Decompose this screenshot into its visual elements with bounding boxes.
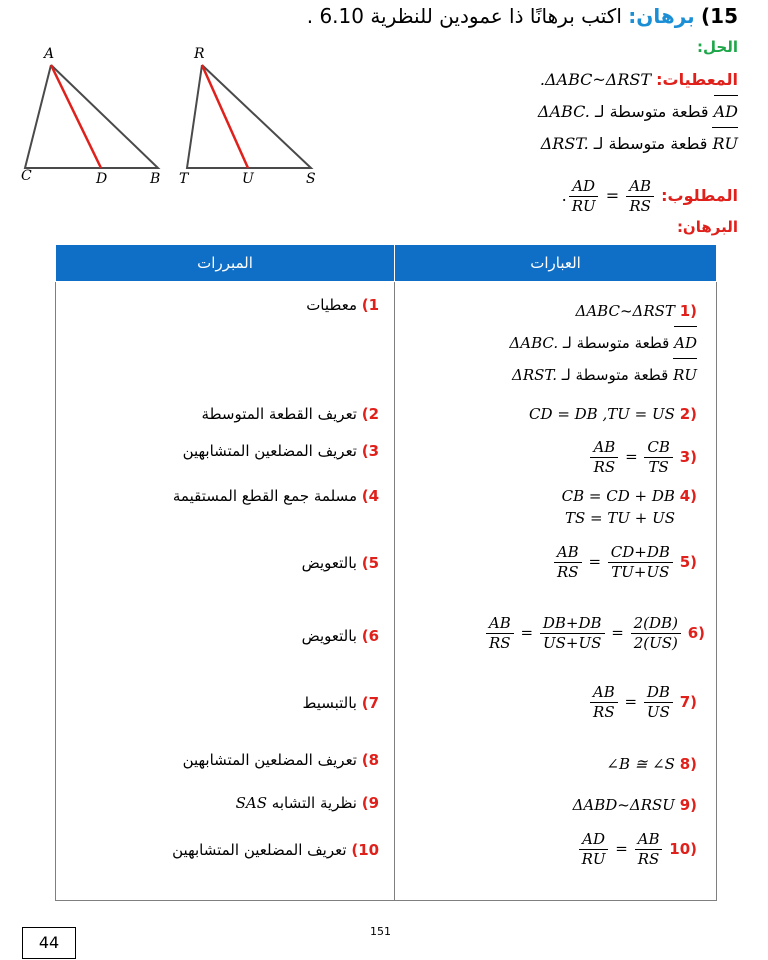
fraction bbox=[540, 615, 605, 652]
frac-den: RU bbox=[581, 850, 606, 868]
reason-cell bbox=[56, 438, 395, 483]
reason-text: بالتعويض bbox=[301, 554, 357, 572]
reason-number: 7) bbox=[361, 694, 380, 712]
solution-label: الحل: bbox=[697, 38, 738, 56]
reason-cell bbox=[56, 829, 395, 901]
reason-cell bbox=[56, 282, 395, 402]
statement-cell bbox=[395, 680, 717, 747]
statement-text: TS = TU + US bbox=[564, 509, 675, 527]
statement-cell bbox=[395, 747, 717, 788]
median-ad bbox=[51, 65, 101, 168]
fraction bbox=[554, 544, 582, 581]
reason-cell bbox=[56, 538, 395, 611]
reasons-header: المبررات bbox=[56, 245, 395, 282]
statement-text: CD = DB ,TU = US bbox=[529, 405, 675, 423]
exercise-number: 15) bbox=[701, 4, 738, 28]
fraction bbox=[644, 684, 673, 721]
statement-text: قطعة متوسطة لـ bbox=[561, 366, 669, 384]
reason-cell bbox=[56, 611, 395, 680]
vertex-label-a: A bbox=[44, 46, 55, 62]
reason-cell bbox=[56, 747, 395, 788]
given-segment-ad: AD bbox=[714, 95, 738, 127]
fraction bbox=[569, 178, 599, 215]
frac-num: AD bbox=[569, 178, 598, 197]
table-row bbox=[56, 611, 717, 680]
reason-number: 3) bbox=[361, 442, 380, 460]
vertex-label-b: B bbox=[150, 171, 161, 187]
frac-num: AB bbox=[590, 439, 618, 458]
fraction bbox=[626, 178, 654, 215]
vertex-label-r: R bbox=[194, 46, 205, 62]
reason-text: تعريف القطعة المتوسطة bbox=[201, 405, 357, 423]
median-ru bbox=[202, 65, 248, 168]
triangle-rst bbox=[179, 46, 316, 187]
exercise-title: برهان: bbox=[628, 4, 695, 28]
statement-cell bbox=[395, 829, 717, 901]
statement-text: ΔABD~ΔRSU bbox=[572, 796, 675, 814]
frac-den: US bbox=[646, 703, 670, 721]
fraction bbox=[631, 615, 681, 652]
reason-cell bbox=[56, 483, 395, 538]
given-median-text: قطعة متوسطة لـ bbox=[594, 102, 709, 121]
frac-num: AB bbox=[590, 684, 618, 703]
statement-text: قطعة متوسطة لـ bbox=[562, 334, 670, 352]
frac-den: RS bbox=[629, 197, 651, 215]
vertex-label-t: T bbox=[179, 171, 189, 187]
given-triangle-abc: ΔABC. bbox=[537, 102, 590, 121]
table-row bbox=[56, 829, 717, 901]
reason-text: تعريف المضلعين المتشابهين bbox=[182, 442, 357, 460]
statement-number: (3 bbox=[679, 448, 697, 466]
frac-den: TS bbox=[648, 458, 669, 476]
reason-text: بالتبسيط bbox=[302, 694, 357, 712]
equation: $\frac{AB}{RS}$ = $\frac{CD+DB}{TU+US}$ bbox=[552, 544, 675, 581]
equation: $\frac{AD}{RU}$ = $\frac{AB}{RS}$ bbox=[577, 831, 665, 868]
table-row bbox=[56, 483, 717, 538]
frac-num: AD bbox=[579, 831, 608, 850]
fraction bbox=[590, 684, 618, 721]
reason-number: 9) bbox=[361, 794, 380, 812]
required-block bbox=[562, 178, 738, 215]
reason-math: SAS bbox=[235, 794, 268, 812]
table-row bbox=[56, 788, 717, 829]
fraction bbox=[644, 439, 673, 476]
frac-den: RS bbox=[556, 563, 579, 581]
reason-text: مسلمة جمع القطع المستقيمة bbox=[172, 487, 357, 505]
given-triangle-rst: ΔRST. bbox=[540, 134, 589, 153]
reason-number: 5) bbox=[361, 554, 380, 572]
triangles-figure bbox=[18, 40, 338, 190]
frac-num: AB bbox=[635, 831, 663, 850]
page-number-box: 44 bbox=[22, 927, 76, 959]
table-row bbox=[56, 438, 717, 483]
segment-ad: AD bbox=[674, 326, 697, 358]
given-similarity: .ΔABC~ΔRST bbox=[539, 70, 652, 89]
frac-num: AB bbox=[486, 615, 514, 634]
statement-cell bbox=[395, 538, 717, 611]
frac-den: RS bbox=[593, 703, 615, 721]
vertex-label-s: S bbox=[306, 171, 316, 187]
reason-cell bbox=[56, 788, 395, 829]
statement-number: (6 bbox=[687, 624, 705, 642]
fraction bbox=[590, 439, 618, 476]
reason-text: تعريف المضلعين المتشابهين bbox=[172, 841, 347, 859]
statements-header: العبارات bbox=[395, 245, 717, 282]
exercise-text: اكتب برهانًا ذا عمودين للنظرية 6.10 . bbox=[306, 4, 622, 28]
segment-ru: RU bbox=[673, 358, 697, 390]
statement-text: CB = CD + DB bbox=[561, 487, 675, 505]
table-row bbox=[56, 680, 717, 747]
required-dot: . bbox=[561, 186, 567, 205]
table-row bbox=[56, 282, 717, 402]
frac-num: DB+DB bbox=[540, 615, 605, 634]
frac-num: CD+DB bbox=[608, 544, 673, 563]
reason-cell bbox=[56, 401, 395, 438]
reason-text: تعريف المضلعين المتشابهين bbox=[182, 751, 357, 769]
vertex-label-c: C bbox=[21, 168, 32, 184]
proof-table bbox=[55, 244, 717, 901]
frac-den: 2(US) bbox=[633, 634, 678, 652]
page-number-center: 151 bbox=[370, 925, 391, 938]
table-row bbox=[56, 538, 717, 611]
frac-den: RS bbox=[489, 634, 511, 652]
fraction bbox=[486, 615, 514, 652]
reason-text: معطيات bbox=[306, 296, 357, 314]
statement-text: ΔABC. bbox=[509, 334, 559, 352]
statement-text: ΔRST. bbox=[512, 366, 558, 384]
triangle-abc bbox=[21, 46, 160, 187]
reason-number: 6) bbox=[361, 627, 380, 645]
reason-text: بالتعويض bbox=[301, 627, 357, 645]
statement-cell bbox=[395, 483, 717, 538]
fraction bbox=[635, 831, 663, 868]
fraction bbox=[608, 544, 673, 581]
equation: $\frac{AB}{RS}$ = $\frac{DB}{US}$ bbox=[588, 684, 675, 721]
table-row bbox=[56, 747, 717, 788]
fraction bbox=[579, 831, 609, 868]
equation: $\frac{AB}{RS}$ = $\frac{CB}{TS}$ bbox=[588, 439, 674, 476]
frac-num: CB bbox=[644, 439, 673, 458]
statement-cell bbox=[395, 438, 717, 483]
statement-number: (10 bbox=[669, 840, 697, 858]
reason-number: 8) bbox=[361, 751, 380, 769]
statement-cell bbox=[395, 611, 717, 680]
frac-den: RU bbox=[571, 197, 596, 215]
reason-number: 4) bbox=[361, 487, 380, 505]
statement-number: (7 bbox=[679, 693, 697, 711]
reason-text: نظرية التشابه bbox=[271, 794, 357, 812]
givens-label: المعطيات: bbox=[656, 70, 738, 89]
statement-number: (4 bbox=[679, 487, 697, 505]
statement-cell bbox=[395, 788, 717, 829]
reason-number: 10) bbox=[351, 841, 380, 859]
statement-number: (8 bbox=[679, 755, 697, 773]
vertex-label-d: D bbox=[96, 171, 108, 187]
proof-label: البرهان: bbox=[676, 218, 738, 236]
reason-number: 2) bbox=[361, 405, 380, 423]
given-median-text-2: قطعة متوسطة لـ bbox=[593, 134, 708, 153]
statement-number: (9 bbox=[679, 796, 697, 814]
required-label: المطلوب: bbox=[661, 186, 738, 205]
frac-den: RS bbox=[637, 850, 660, 868]
statement-number: (5 bbox=[679, 553, 697, 571]
frac-num: 2(DB) bbox=[631, 615, 681, 634]
table-row bbox=[56, 401, 717, 438]
frac-den: TU+US bbox=[611, 563, 670, 581]
frac-num: AB bbox=[626, 178, 654, 197]
frac-num: AB bbox=[554, 544, 582, 563]
equation: $\frac{AB}{RS}$ = $\frac{DB+DB}{US+US}$ = $\frac{2(DB)}{2(US)}$ bbox=[484, 615, 683, 652]
frac-num: DB bbox=[644, 684, 673, 703]
statement-cell bbox=[395, 282, 717, 402]
given-segment-ru: RU bbox=[712, 127, 738, 159]
statement-number: (1 bbox=[679, 302, 697, 320]
statement-cell bbox=[395, 401, 717, 438]
vertex-label-u: U bbox=[242, 171, 254, 187]
statement-text: ΔABC~ΔRST bbox=[575, 302, 675, 320]
statement-number: (2 bbox=[679, 405, 697, 423]
frac-den: RS bbox=[593, 458, 616, 476]
reason-cell bbox=[56, 680, 395, 747]
givens-block bbox=[278, 65, 738, 159]
statement-text: ∠B ≅ ∠S bbox=[606, 755, 675, 773]
required-equation: . $\frac{AD}{RU}$ = $\frac{AB}{RS}$ bbox=[562, 178, 656, 215]
reason-number: 1) bbox=[361, 296, 380, 314]
exercise-header bbox=[307, 4, 738, 28]
frac-den: US+US bbox=[542, 634, 602, 652]
